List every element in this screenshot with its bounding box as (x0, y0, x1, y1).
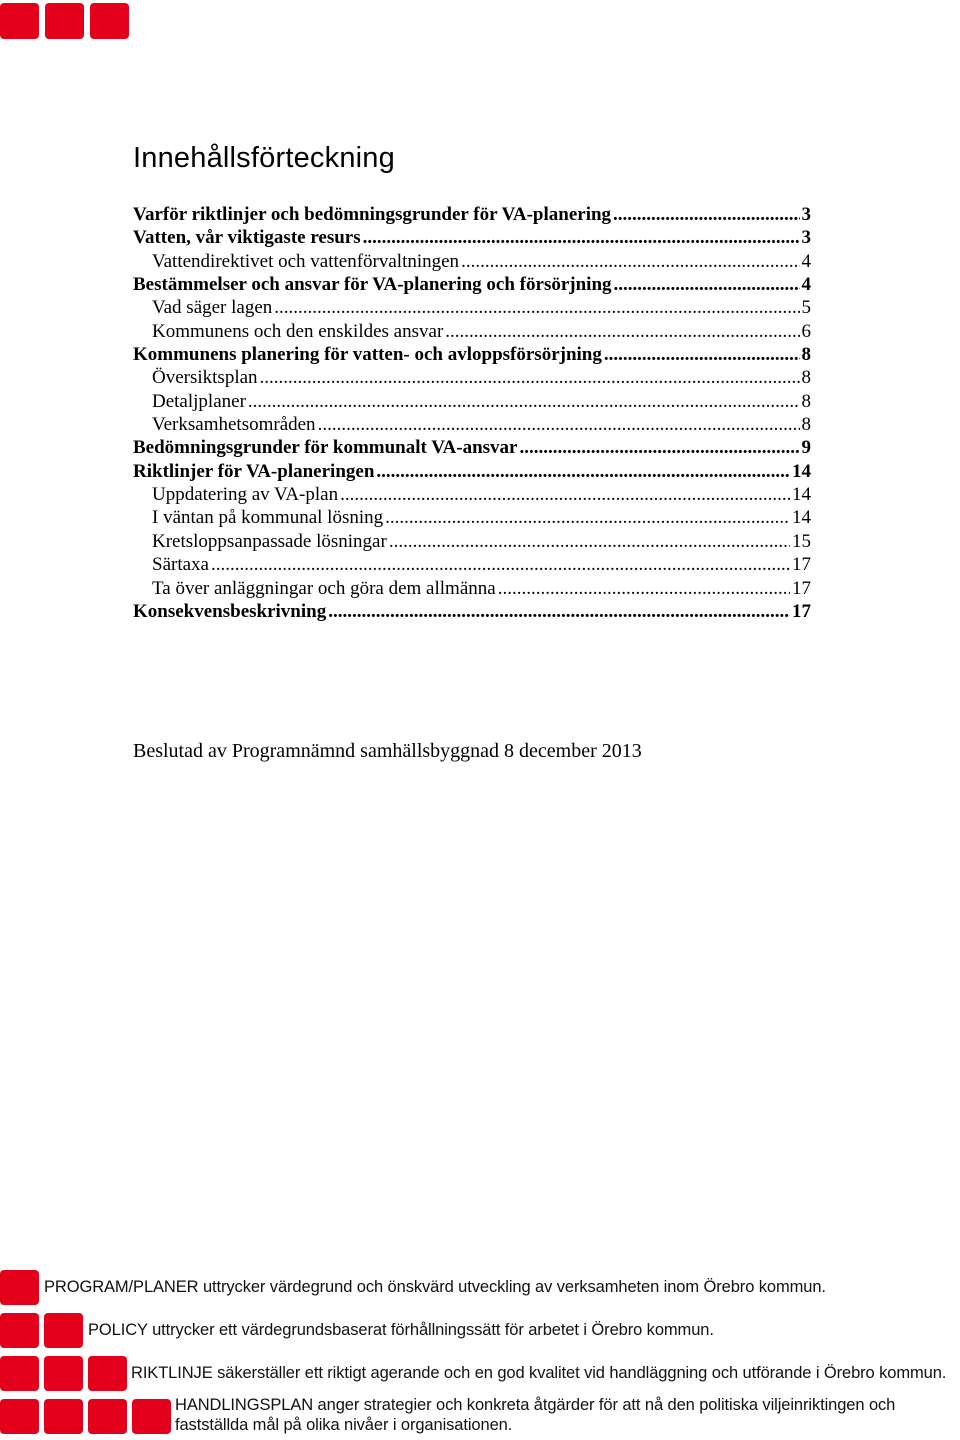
toc-entry-title: Varför riktlinjer och bedömningsgrunder för VA-planering (133, 204, 612, 225)
toc-entry-page: 3 (801, 204, 811, 225)
brand-square (88, 1356, 127, 1391)
brand-square (45, 3, 84, 39)
toc-entry[interactable] (133, 250, 811, 273)
toc-entry[interactable] (133, 226, 811, 249)
legend-program (44, 1278, 826, 1297)
toc-entry-page: 14 (792, 460, 811, 482)
toc-leader-dots (260, 366, 800, 389)
toc-leader-dots (318, 413, 800, 436)
toc-leader-dots (519, 436, 799, 459)
toc-entry[interactable] (133, 413, 811, 436)
toc-entry[interactable] (133, 320, 811, 343)
toc-entry[interactable] (133, 483, 811, 506)
toc-entry-page: 14 (792, 484, 811, 506)
toc-leader-dots (385, 506, 790, 529)
toc-entry-title: Bedömningsgrunder för kommunalt VA-ansvar (133, 437, 518, 459)
brand-square (0, 3, 39, 39)
brand-square (88, 1399, 127, 1434)
toc-entry-title: Vattendirektivet och vattenförvaltningen (152, 250, 460, 272)
toc-entry[interactable] (133, 390, 811, 413)
brand-square (0, 1356, 39, 1391)
toc-entry-page: 4 (801, 250, 811, 272)
legend-handlingsplan-line2 (175, 1416, 512, 1435)
toc-entry[interactable] (133, 506, 811, 529)
brand-square (0, 1399, 39, 1434)
toc-leader-dots (614, 273, 800, 296)
brand-square (132, 1399, 171, 1434)
toc-entry-page: 9 (801, 437, 811, 459)
toc-entry[interactable] (133, 273, 811, 296)
toc-entry[interactable] (133, 343, 811, 366)
toc-entry-title: Detaljplaner (152, 390, 246, 412)
legend-policy (88, 1321, 714, 1340)
toc-entry-title: Kommunens och den enskildes ansvar (152, 320, 444, 342)
toc-entry-title: Bestämmelser och ansvar för VA-planering och försörjning (133, 274, 612, 296)
toc-entry[interactable] (133, 460, 811, 483)
toc-entry-title: Översiktsplan (152, 367, 258, 389)
toc-entry-page: 8 (801, 414, 811, 436)
toc-entry-page: 5 (801, 297, 811, 319)
toc-entry[interactable] (133, 366, 811, 389)
toc-entry-title: Vatten, vår viktigaste resurs (133, 227, 361, 249)
toc-leader-dots (461, 250, 799, 273)
legend-text: säkerställer ett riktigt agerande och en god kvalitet vid handläggning och utförande i Örebro kommun. (212, 1364, 947, 1382)
toc-entry-page: 3 (801, 227, 811, 249)
legend-keyword: PROGRAM/PLANER (44, 1278, 199, 1296)
legend-riktlinje (131, 1364, 946, 1383)
toc-entry-page: 17 (792, 554, 811, 576)
toc-entry-title: Vad säger lagen (152, 297, 273, 319)
toc-leader-dots (445, 320, 799, 343)
brand-square (44, 1399, 83, 1434)
toc-entry[interactable] (133, 203, 811, 226)
toc-entry-page: 6 (801, 320, 811, 342)
toc-leader-dots (363, 226, 800, 249)
toc-entry[interactable] (133, 553, 811, 576)
toc-entry-title: I väntan på kommunal lösning (152, 507, 384, 529)
toc-entry-title: Särtaxa (152, 554, 209, 576)
brand-square (0, 1313, 39, 1348)
brand-square (90, 3, 129, 39)
toc-entry-page: 8 (801, 390, 811, 412)
toc-leader-dots (328, 600, 790, 623)
brand-square (44, 1313, 83, 1348)
toc-entry-page: 8 (801, 344, 811, 366)
legend-text: uttrycker värdegrund och önskvärd utveckling av verksamheten inom Örebro kommun. (198, 1278, 826, 1296)
toc-entry-page: 17 (792, 577, 811, 599)
toc-leader-dots (498, 577, 790, 600)
legend-handlingsplan (175, 1396, 895, 1415)
toc-entry-title: Ta över anläggningar och göra dem allmänna (152, 577, 496, 599)
table-of-contents (133, 203, 811, 623)
toc-entry-page: 4 (801, 274, 811, 296)
toc-entry[interactable] (133, 530, 811, 553)
toc-leader-dots (613, 203, 799, 226)
toc-entry-page: 17 (792, 600, 811, 622)
toc-entry[interactable] (133, 436, 811, 459)
toc-entry-title: Riktlinjer för VA-planeringen (133, 460, 375, 482)
toc-entry-page: 8 (801, 367, 811, 389)
legend-text: anger strategier och konkreta åtgärder för att nå den politiska viljeinriktingen och (313, 1396, 896, 1414)
toc-entry-title: Verksamhetsområden (152, 414, 316, 436)
toc-entry-title: Kommunens planering för vatten- och avloppsförsörjning (133, 344, 602, 366)
toc-leader-dots (274, 296, 799, 319)
toc-leader-dots (376, 460, 790, 483)
legend-keyword: RIKTLINJE (131, 1364, 213, 1382)
toc-leader-dots (604, 343, 800, 366)
toc-entry-title: Konsekvensbeskrivning (133, 600, 327, 622)
legend-keyword: POLICY (88, 1321, 148, 1339)
legend-keyword: HANDLINGSPLAN (175, 1396, 314, 1414)
toc-title: Innehållsförteckning (133, 142, 395, 174)
toc-entry[interactable] (133, 296, 811, 319)
brand-square (0, 1270, 39, 1305)
toc-entry-page: 14 (792, 507, 811, 529)
legend-text: fastställda mål på olika nivåer i organisationen. (175, 1416, 513, 1434)
legend-text: uttrycker ett värdegrundsbaserat förhållningssätt för arbetet i Örebro kommun. (147, 1321, 714, 1339)
toc-entry-title: Uppdatering av VA-plan (152, 484, 339, 506)
toc-entry[interactable] (133, 577, 811, 600)
decision-text: Beslutad av Programnämnd samhällsbyggnad 8 december 2013 (133, 740, 642, 762)
toc-entry-page: 15 (792, 530, 811, 552)
toc-leader-dots (389, 530, 790, 553)
brand-square (44, 1356, 83, 1391)
toc-leader-dots (248, 390, 800, 413)
toc-leader-dots (211, 553, 790, 576)
toc-entry[interactable] (133, 600, 811, 623)
toc-entry-title: Kretsloppsanpassade lösningar (152, 530, 387, 552)
toc-leader-dots (340, 483, 790, 506)
